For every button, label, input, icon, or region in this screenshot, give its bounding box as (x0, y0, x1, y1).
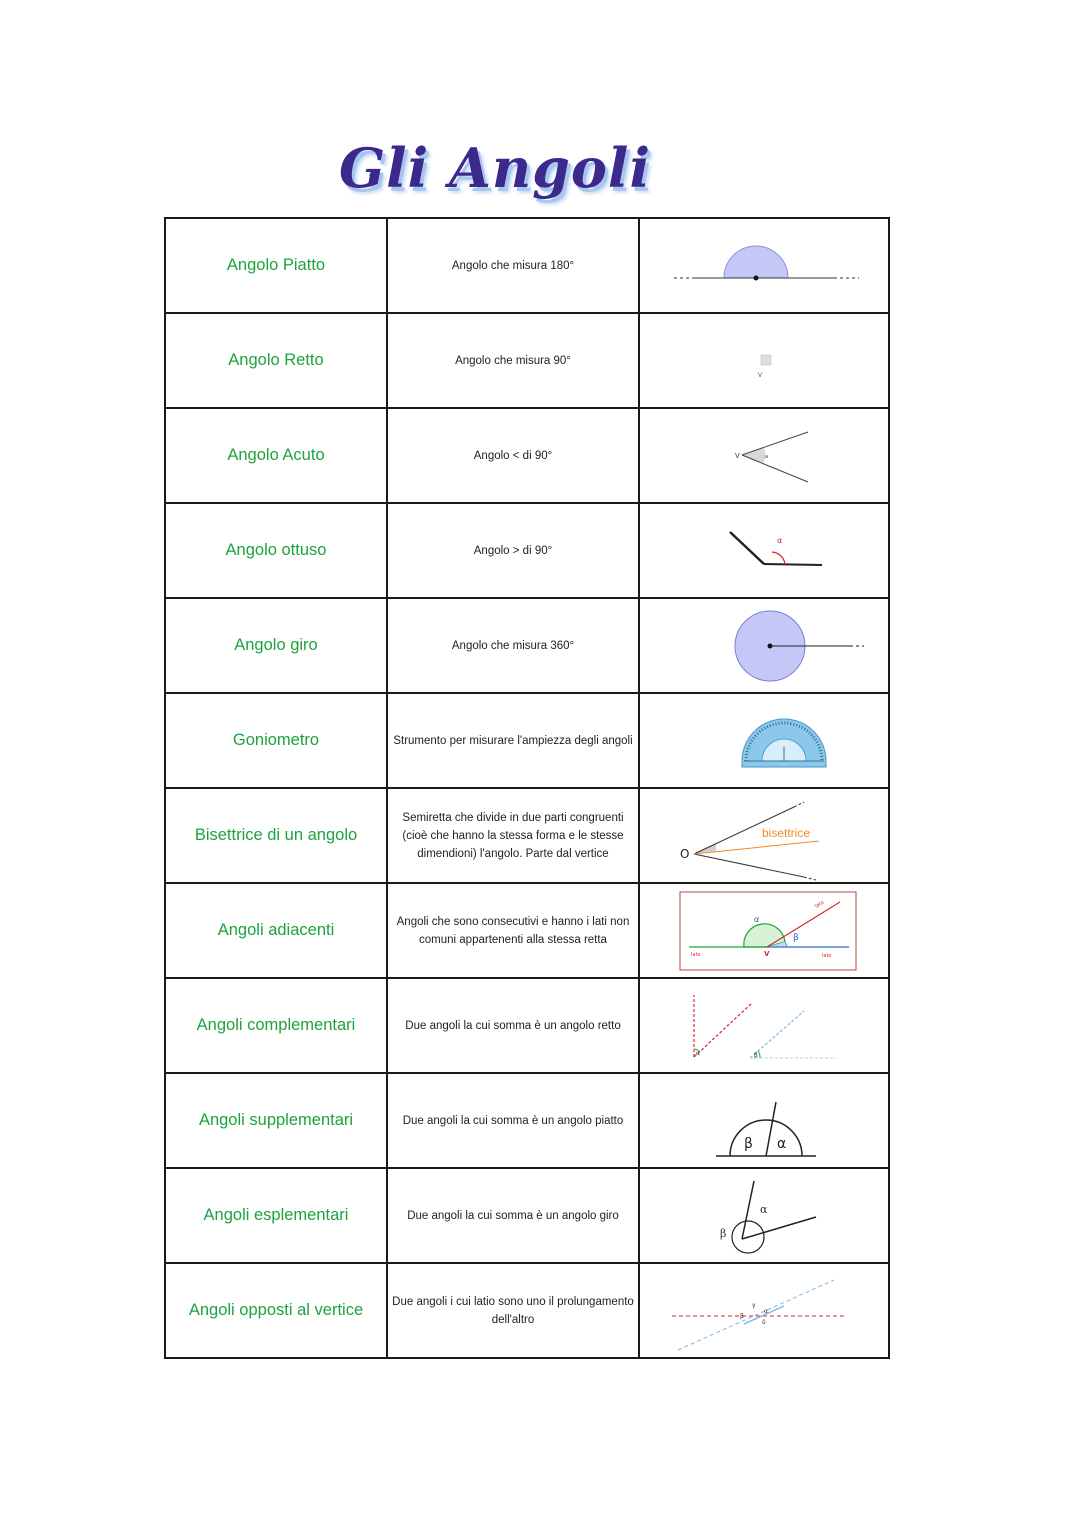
angles-table (164, 217, 890, 1359)
description-cell: Semiretta che divide in due parti congruenti (cioè che hanno la stessa forma e le stesse dimendioni) l'angolo. Parte dal vertice (387, 788, 639, 883)
figure-cell (639, 503, 889, 598)
table-row (165, 503, 889, 598)
adjacent-vertex-label: V (764, 949, 770, 958)
bisector-vertex-label: O (680, 846, 690, 861)
straight-angle-figure (664, 236, 864, 296)
complementary-beta-label: β (754, 1051, 758, 1059)
acute-vertex-label: V (735, 451, 740, 460)
figure-cell (639, 1263, 889, 1358)
right-vertex-label: V (758, 371, 763, 379)
term-cell: Angoli supplementari (165, 1073, 387, 1168)
description-cell: Strumento per misurare l'ampiezza degli angoli (387, 693, 639, 788)
description-cell: Angoli che sono consecutivi e hanno i lati non comuni appartenenti alla stessa retta (387, 883, 639, 978)
table-row (165, 978, 889, 1073)
description-cell: Angolo < di 90° (387, 408, 639, 503)
vertical-alpha-label: α (764, 1307, 768, 1315)
table-row (165, 408, 889, 503)
term-cell: Angoli opposti al vertice (165, 1263, 387, 1358)
table-row (165, 1168, 889, 1263)
figure-cell (639, 978, 889, 1073)
description-cell: Due angoli i cui latio sono uno il prolungamento dell'altro (387, 1263, 639, 1358)
adjacent-alpha-label: α (754, 914, 760, 924)
figure-cell (639, 313, 889, 408)
figure-cell (639, 598, 889, 693)
term-cell: Angoli complementari (165, 978, 387, 1073)
vertical-beta-label: β (740, 1312, 744, 1320)
explementary-alpha-label: α (760, 1202, 768, 1216)
term-cell: Angolo giro (165, 598, 387, 693)
figure-cell (639, 1073, 889, 1168)
description-cell: Angolo che misura 360° (387, 598, 639, 693)
adjacent-side-right-label: lato (822, 952, 832, 959)
complementary-alpha-label: α (696, 1049, 700, 1057)
acute-angle-label: a (765, 453, 769, 460)
explementary-angles-figure (644, 1173, 884, 1259)
table-row (165, 788, 889, 883)
right-angle-figure (664, 331, 864, 391)
page-title: Gli Angoli (339, 136, 651, 200)
table-row (165, 693, 889, 788)
full-angle-figure (664, 606, 864, 686)
description-cell: Due angoli la cui somma è un angolo retto (387, 978, 639, 1073)
term-cell: Angolo Retto (165, 313, 387, 408)
description-cell: Angolo > di 90° (387, 503, 639, 598)
table-row (165, 883, 889, 978)
term-cell: Goniometro (165, 693, 387, 788)
figure-cell (639, 1168, 889, 1263)
description-cell: Due angoli la cui somma è un angolo giro (387, 1168, 639, 1263)
vertical-angles-figure (644, 1268, 884, 1354)
description-cell: Angolo che misura 180° (387, 218, 639, 313)
supplementary-angles-figure (644, 1078, 884, 1164)
vertical-delta-label: δ (762, 1318, 766, 1326)
figure-cell (639, 788, 889, 883)
figure-cell (639, 883, 889, 978)
term-cell: Angolo Acuto (165, 408, 387, 503)
adjacent-beta-label: β (793, 932, 799, 943)
description-cell: Angolo che misura 90° (387, 313, 639, 408)
bisector-label: bisettrice (762, 825, 811, 840)
table-row (165, 313, 889, 408)
term-cell: Angoli esplementari (165, 1168, 387, 1263)
supplementary-alpha-label: α (777, 1135, 787, 1152)
complementary-angles-figure (644, 983, 884, 1069)
figure-cell (639, 218, 889, 313)
table-row (165, 598, 889, 693)
vertical-gamma-label: γ (752, 1301, 756, 1309)
adjacent-side-top-label: lato (814, 899, 826, 910)
adjacent-angles-figure (644, 888, 884, 974)
term-cell: Angolo ottuso (165, 503, 387, 598)
term-cell: Bisettrice di un angolo (165, 788, 387, 883)
bisector-figure (644, 791, 884, 881)
table-row (165, 1073, 889, 1168)
adjacent-side-left-label: lato (691, 951, 701, 958)
figure-cell (639, 408, 889, 503)
table-row (165, 218, 889, 313)
term-cell: Angoli adiacenti (165, 883, 387, 978)
figure-cell (639, 693, 889, 788)
supplementary-beta-label: β (744, 1135, 753, 1152)
protractor-figure (664, 711, 864, 771)
obtuse-angle-label: α (777, 535, 783, 545)
obtuse-angle-figure (664, 521, 864, 581)
explementary-beta-label: β (720, 1226, 727, 1240)
table-row (165, 1263, 889, 1358)
description-cell: Due angoli la cui somma è un angolo piatto (387, 1073, 639, 1168)
term-cell: Angolo Piatto (165, 218, 387, 313)
acute-angle-figure (664, 426, 864, 486)
